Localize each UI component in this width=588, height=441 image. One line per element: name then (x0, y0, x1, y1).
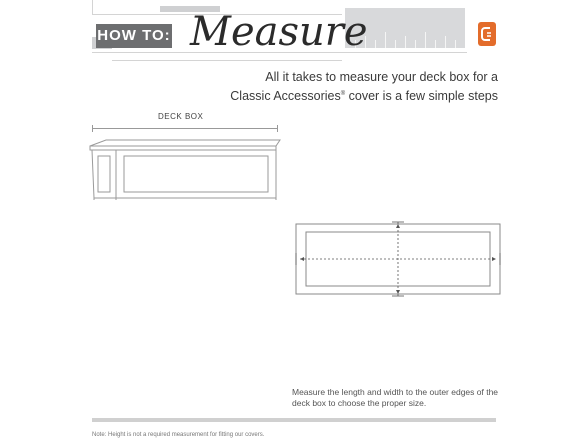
top-view-diagram (292, 220, 504, 298)
intro-line-1: All it takes to measure your deck box for a (265, 70, 498, 84)
logo-icon (478, 22, 496, 46)
page-title: Measure (190, 9, 368, 55)
intro-line-2 (198, 86, 498, 105)
deckbox-width-line (92, 128, 278, 129)
howto-label: HOW TO: (96, 24, 172, 48)
deckbox-width-tick-right (277, 125, 278, 132)
deckbox-label: DECK BOX (158, 112, 204, 121)
header-rule-bottom-2 (112, 60, 342, 61)
registered-mark: ® (340, 91, 346, 97)
header-rule-left (92, 0, 93, 15)
intro-brand: Classic Accessories (230, 89, 341, 104)
footnote: Note: Height is not a required measurement for fitting our covers. (92, 432, 265, 438)
deck-box-illustration (88, 138, 282, 200)
intro-text (198, 69, 498, 105)
measure-caption: Measure the length and width to the outer edges of the deck box to choose the proper size. (292, 387, 499, 408)
deckbox-width-tick-left (92, 125, 93, 132)
intro-line-2-rest: cover is a few simple steps (345, 89, 498, 104)
footer-divider (92, 418, 496, 422)
